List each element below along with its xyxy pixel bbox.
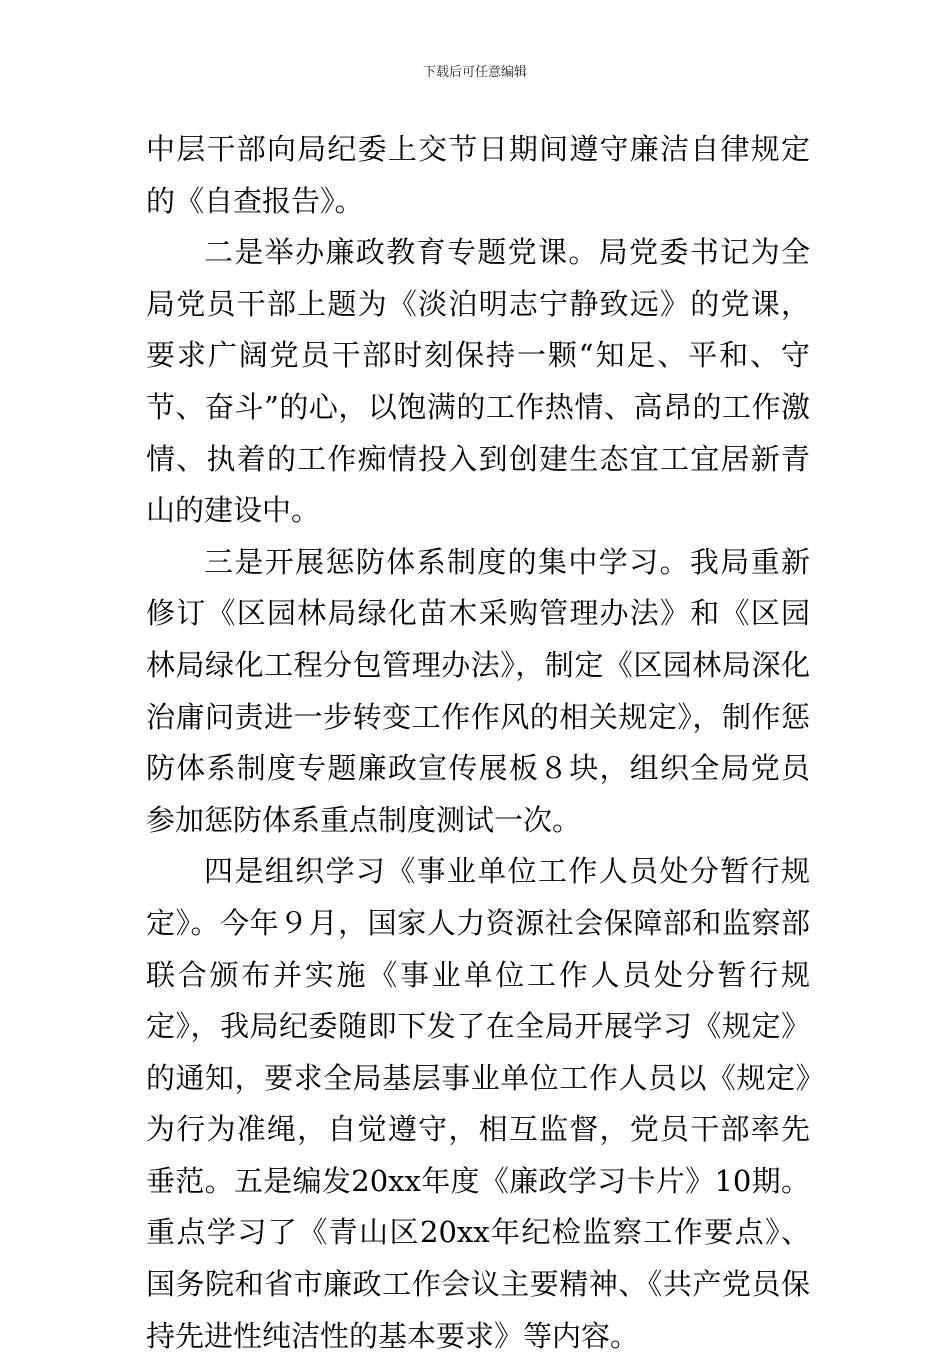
paragraph-system-study: 三是开展惩防体系制度的集中学习。我局重新修订《区园林局绿化苗木采购管理办法》和《区园林局绿化工程分包管理办法》，制定《区园林局深化治庸问责进一步转变工作作风的相关规定》，制作惩防体系制度专题廉政宣传展板８块，组织全局党员参加惩防体系重点制度测试一次。 [146, 544, 810, 837]
paragraph-regulation-study: 四是组织学习《事业单位工作人员处分暂行规定》。今年９月，国家人力资源社会保障部和监察部联合颁布并实施《事业单位工作人员处分暂行规定》，我局纪委随即下发了在全局开展学习《规定》的通知，要求全局基层事业单位工作人员以《规定》为行为准绳，自觉遵守，相互监督，党员干部率先垂范。五是编发20xx年度《廉政学习卡片》10期。重点学习了《青山区20xx年纪检监察工作要点》、国务院和省市廉政工作会议主要精神、《共产党员保持先进性纯洁性的基本要求》等内容。 [146, 854, 810, 1353]
page-header: 下载后可任意编辑 [422, 65, 527, 80]
document-body [146, 124, 810, 1362]
paragraph-party-lecture: 二是举办廉政教育专题党课。局党委书记为全局党员干部上题为《淡泊明志宁静致远》的党课，要求广阔党员干部时刻保持一颗“知足、平和、守节、奋斗”的心，以饱满的工作热情、高昂的工作激情、执着的工作痴情投入到创建生态宜工宜居新青山的建设中。 [146, 235, 810, 528]
paragraph-continuation: 中层干部向局纪委上交节日期间遵守廉洁自律规定的《自查报告》。 [146, 132, 810, 218]
